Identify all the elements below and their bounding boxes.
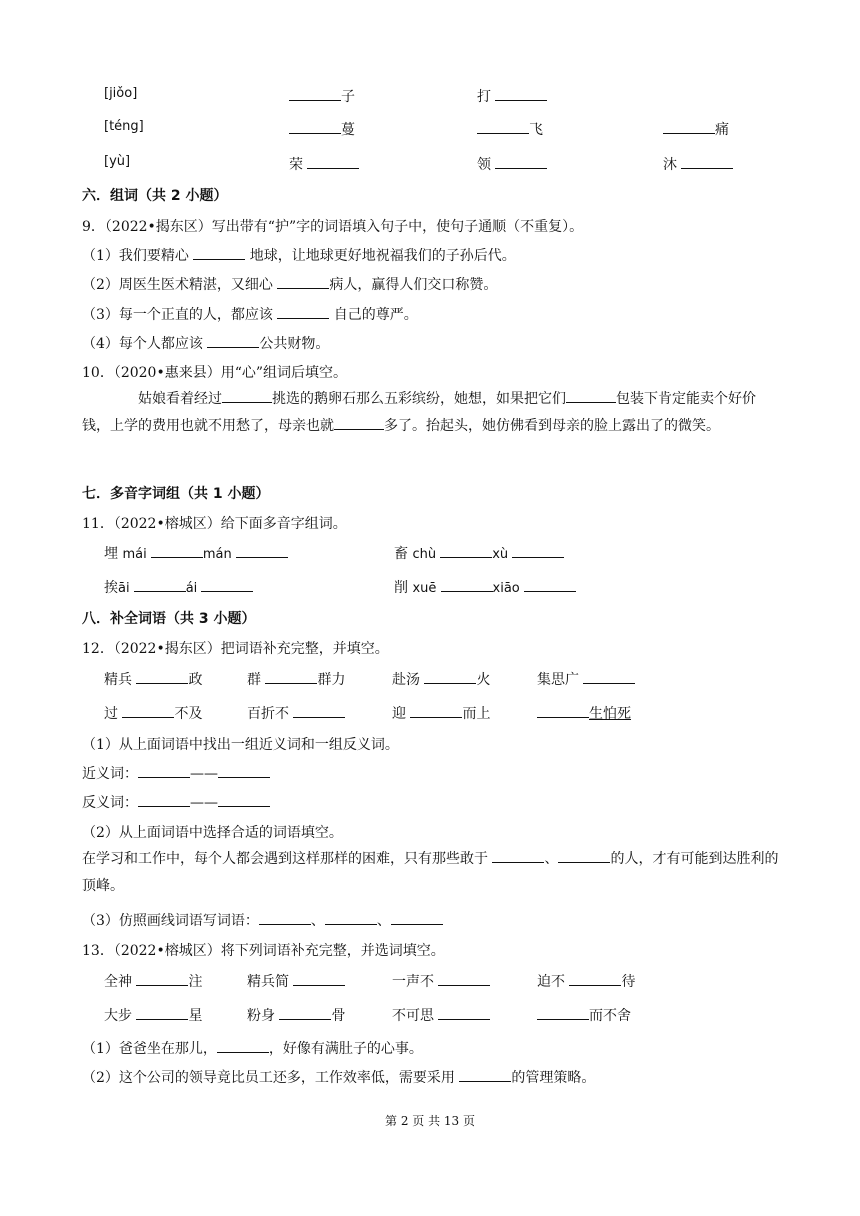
- answer-blank[interactable]: [222, 389, 272, 403]
- answer-blank[interactable]: [512, 544, 564, 558]
- antonym-line: 反义词： ——: [82, 792, 270, 812]
- answer-blank[interactable]: [193, 246, 245, 260]
- sub-question: （2）这个公司的领导竟比员工还多，工作效率低，需要采用 的管理策略。: [82, 1070, 596, 1086]
- pinyin-label: [téng]: [104, 119, 144, 134]
- answer-blank[interactable]: [134, 578, 186, 592]
- answer-blank[interactable]: [569, 972, 621, 986]
- polyphone-pair: 削 xuē xiāo: [394, 577, 576, 597]
- sub-question: （1）爸爸坐在那儿， ，好像有满肚子的心事。: [82, 1041, 423, 1057]
- answer-blank[interactable]: [440, 544, 492, 558]
- pinyin-label: [yù]: [104, 154, 131, 169]
- answer-blank[interactable]: [325, 911, 377, 925]
- fill-cell: 领: [477, 154, 547, 174]
- idiom-fill: 粉身 骨: [247, 1008, 346, 1024]
- idiom-fill: 全神 注: [104, 974, 203, 990]
- answer-blank[interactable]: [236, 544, 288, 558]
- answer-blank[interactable]: [410, 704, 462, 718]
- polyphone-pair: 挨āi ái: [104, 577, 253, 597]
- fill-cell: 沐: [663, 154, 733, 174]
- answer-blank[interactable]: [293, 972, 345, 986]
- answer-blank[interactable]: [459, 1068, 511, 1082]
- answer-blank[interactable]: [265, 670, 317, 684]
- answer-blank[interactable]: [138, 793, 190, 807]
- question-stem: 10．（2020•惠来县）用“心”组词后填空。: [82, 365, 348, 381]
- answer-blank[interactable]: [122, 704, 174, 718]
- idiom-fill: 赴汤 火: [392, 672, 491, 688]
- answer-blank[interactable]: [136, 972, 188, 986]
- answer-blank[interactable]: [492, 849, 544, 863]
- answer-blank[interactable]: [477, 120, 529, 134]
- question-paragraph: 姑娘看着经过 挑选的鹅卵石那么五彩缤纷，她想，如果把它们 包装下肯定能卖个好价钱，上学的费用也就不用愁了，母亲也就 多了。抬起头，她仿佛看到母亲的脸上露出了的微笑。: [82, 391, 756, 434]
- fill-cell: 飞: [477, 119, 543, 139]
- answer-blank[interactable]: [218, 793, 270, 807]
- fill-cell: 痛: [663, 119, 729, 139]
- answer-blank[interactable]: [566, 389, 616, 403]
- answer-blank[interactable]: [277, 275, 329, 289]
- section-heading: 六．组词（共 2 小题）: [82, 188, 228, 204]
- idiom-fill: 大步 星: [104, 1008, 203, 1024]
- page-footer: 第 2 页 共 13 页: [385, 1114, 475, 1128]
- answer-blank[interactable]: [495, 87, 547, 101]
- answer-blank[interactable]: [334, 416, 384, 430]
- answer-blank[interactable]: [663, 120, 715, 134]
- pinyin-label: [jiǒo]: [104, 86, 138, 101]
- question-item: （3）每一个正直的人，都应该 自己的尊严。: [82, 307, 418, 323]
- polyphone-pair: 埋 mái mán: [104, 543, 288, 563]
- fill-cell: 荣: [289, 154, 359, 174]
- answer-blank[interactable]: [307, 155, 359, 169]
- question-stem: 9．（2022•揭东区）写出带有“护”字的词语填入句子中，使句子通顺（不重复）。: [82, 219, 584, 235]
- answer-blank[interactable]: [293, 704, 345, 718]
- answer-blank[interactable]: [524, 578, 576, 592]
- question-item: （1）我们要精心 地球，让地球更好地祝福我们的子孙后代。: [82, 248, 516, 264]
- idiom-fill: 精兵 政: [104, 672, 203, 688]
- sub-question: （2）从上面词语中选择合适的词语填空。: [82, 825, 343, 841]
- idiom-fill: 不可思: [392, 1005, 490, 1025]
- question-stem: 11．（2022•榕城区）给下面多音字组词。: [82, 516, 347, 532]
- answer-blank[interactable]: [495, 155, 547, 169]
- question-item: （2）周医生医术精湛，又细心 病人，赢得人们交口称赞。: [82, 277, 498, 293]
- answer-blank[interactable]: [681, 155, 733, 169]
- answer-blank[interactable]: [201, 578, 253, 592]
- answer-blank[interactable]: [438, 972, 490, 986]
- question-paragraph: 在学习和工作中，每个人都会遇到这样那样的困难，只有那些敢于 、 的人，才有可能到达胜利的顶峰。: [82, 851, 779, 894]
- answer-blank[interactable]: [277, 305, 329, 319]
- idiom-fill: 过 不及: [104, 706, 203, 722]
- idiom-fill: 迫不 待: [537, 974, 636, 990]
- idiom-fill-underlined: 生怕死: [537, 703, 631, 723]
- idiom-fill: 迎 而上: [392, 706, 491, 722]
- question-stem: 12．（2022•揭东区）把词语补充完整，并填空。: [82, 641, 389, 657]
- answer-blank[interactable]: [438, 1006, 490, 1020]
- answer-blank[interactable]: [136, 1006, 188, 1020]
- idiom-fill: 集思广: [537, 669, 635, 689]
- answer-blank[interactable]: [441, 578, 493, 592]
- section-heading: 七．多音字词组（共 1 小题）: [82, 486, 270, 502]
- idiom-fill: 百折不: [247, 703, 345, 723]
- answer-blank[interactable]: [583, 670, 635, 684]
- answer-blank[interactable]: [558, 849, 610, 863]
- answer-blank[interactable]: [138, 764, 190, 778]
- polyphone-pair: 畜 chù xù: [394, 543, 564, 563]
- idiom-fill: 而不舍: [537, 1005, 631, 1025]
- answer-blank[interactable]: [207, 334, 259, 348]
- answer-blank[interactable]: [537, 1006, 589, 1020]
- idiom-fill: 精兵简: [247, 971, 345, 991]
- answer-blank[interactable]: [259, 911, 311, 925]
- answer-blank[interactable]: [151, 544, 203, 558]
- fill-cell: 打: [477, 86, 547, 106]
- answer-blank[interactable]: [289, 120, 341, 134]
- answer-blank[interactable]: [279, 1006, 331, 1020]
- idiom-fill: 群 群力: [247, 672, 346, 688]
- question-stem: 13．（2022•榕城区）将下列词语补充完整，并选词填空。: [82, 943, 445, 959]
- fill-cell: 子: [289, 86, 355, 106]
- question-item: （4）每个人都应该 公共财物。: [82, 336, 330, 352]
- answer-blank[interactable]: [218, 764, 270, 778]
- sub-question: （3）仿照画线词语写词语： 、 、: [82, 910, 443, 930]
- answer-blank[interactable]: [391, 911, 443, 925]
- section-heading: 八．补全词语（共 3 小题）: [82, 611, 256, 627]
- answer-blank[interactable]: [136, 670, 188, 684]
- answer-blank[interactable]: [424, 670, 476, 684]
- synonym-line: 近义词： ——: [82, 763, 270, 783]
- fill-cell: 蔓: [289, 119, 355, 139]
- answer-blank[interactable]: [217, 1039, 269, 1053]
- sub-question: （1）从上面词语中找出一组近义词和一组反义词。: [82, 737, 399, 753]
- answer-blank[interactable]: [289, 87, 341, 101]
- idiom-fill: 一声不: [392, 971, 490, 991]
- answer-blank[interactable]: [537, 704, 589, 718]
